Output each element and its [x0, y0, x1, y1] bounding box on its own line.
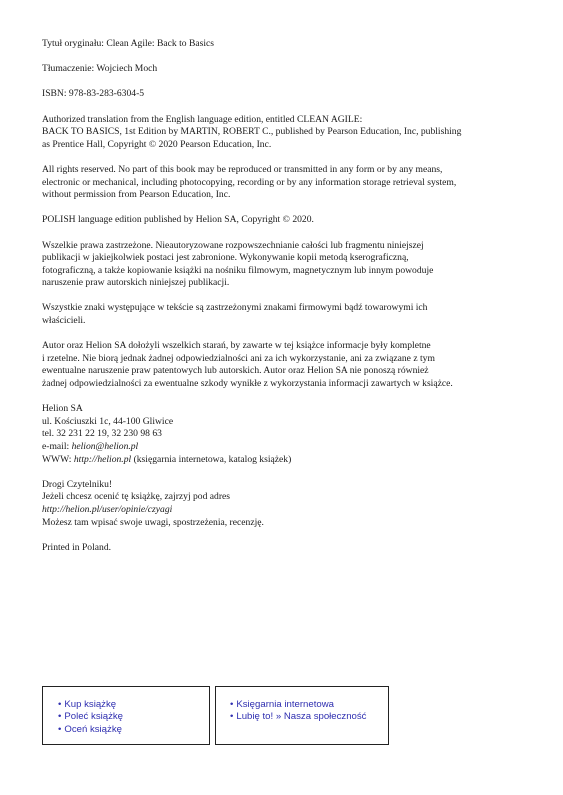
text-line: BACK TO BASICS, 1st Edition by MARTIN, ROBERT C., published by Pearson Education, Inc, publishing [42, 126, 462, 138]
text-line: electronic or mechanical, including photocopying, recording or by any information storage retrieval system, [42, 176, 457, 188]
text-line: Autor oraz Helion SA dołożyli wszelkich starań, by zawarte w tej książce informacje były kompletne [42, 340, 431, 352]
reader-prompt: Jeżeli chcesz ocenić tę książkę, zajrzyj pod adres [42, 491, 231, 503]
publisher-www-line [42, 454, 532, 467]
rate-book-link[interactable]: • Oceń książkę [58, 723, 122, 735]
text-line: ewentualne naruszenie praw patentowych lub autorskich. Autor oraz Helion SA nie ponoszą również [42, 365, 429, 377]
polish-edition-notice: POLISH language edition published by Helion SA, Copyright © 2020. [42, 214, 314, 226]
text-line: i rzetelne. Nie biorą jednak żadnej odpowiedzialności ani za ich wykorzystanie, ani za związane z tym [42, 352, 435, 364]
text-line: właścicieli. [42, 315, 86, 327]
translator: Tłumaczenie: Wojciech Moch [42, 63, 158, 75]
online-bookstore-link[interactable]: • Księgarnia internetowa [230, 699, 334, 710]
reserved-rights-notice [42, 240, 532, 290]
reader-greeting: Drogi Czytelniku! [42, 478, 113, 490]
publisher-contact [42, 403, 532, 466]
community-links-box [215, 686, 389, 745]
purchase-links-box [42, 686, 210, 745]
reader-note-text: Możesz tam wpisać swoje uwagi, spostrzeżenia, recenzję. [42, 516, 264, 528]
email-label: e-mail: [42, 441, 72, 452]
imprint-page [42, 38, 532, 567]
original-title: Tytuł oryginału: Clean Agile: Back to Basics [42, 38, 214, 49]
bullet-icon: • [58, 711, 62, 723]
bullet-icon: • [230, 711, 234, 723]
authorized-translation-notice [42, 114, 532, 152]
trademarks-notice [42, 302, 532, 327]
isbn: ISBN: 978-83-283-6304-5 [42, 88, 145, 100]
bullet-icon: • [230, 699, 234, 710]
publisher-phone: tel. 32 231 22 19, 32 230 98 63 [42, 428, 162, 440]
text-line: naruszenie praw autorskich niniejszej publikacji. [42, 277, 230, 289]
text-line: publikacji w jakiejkolwiek postaci jest zabronione. Wykonywanie kopii metodą kserograficzną, [42, 252, 409, 264]
reader-note [42, 479, 532, 529]
text-line: All rights reserved. No part of this book may be reproduced or transmitted in any form or by any means, [42, 163, 443, 175]
publisher-address: ul. Kościuszki 1c, 44-100 Gliwice [42, 415, 174, 427]
disclaimer-notice [42, 340, 532, 390]
text-line: without permission from Pearson Education, Inc. [42, 189, 231, 201]
publisher-email-line [42, 441, 532, 454]
text-line: Authorized translation from the English language edition, entitled CLEAN AGILE: [42, 113, 363, 125]
community-link[interactable]: • Lubię to! » Nasza społeczność [230, 711, 367, 723]
opinion-url: http://helion.pl/user/opinie/czyagi [42, 503, 173, 515]
text-line: as Prentice Hall, Copyright © 2020 Pearson Education, Inc. [42, 138, 272, 150]
buy-book-link[interactable]: • Kup książkę [58, 699, 117, 710]
text-line: Wszelkie prawa zastrzeżone. Nieautoryzowane rozpowszechnianie całości lub fragmentu niniejszej [42, 239, 424, 251]
email-address: helion@helion.pl [71, 441, 139, 452]
link-boxes [42, 686, 389, 745]
printed-in: Printed in Poland. [42, 541, 112, 553]
text-line: fotograficzną, a także kopiowanie książki na nośniku filmowym, magnetycznym lub innym powoduje [42, 264, 434, 276]
www-address: http://helion.pl [73, 453, 132, 465]
www-note: (księgarnia internetowa, katalog książek) [131, 453, 292, 465]
bullet-icon: • [58, 699, 62, 710]
text-line: żadnej odpowiedzialności za ewentualne szkody wynikłe z wykorzystania informacji zawartych w książce. [42, 378, 453, 390]
rights-notice [42, 164, 532, 202]
recommend-book-link[interactable]: • Poleć książkę [58, 711, 124, 723]
publisher-name: Helion SA [42, 403, 83, 415]
www-label: WWW: [42, 453, 74, 465]
text-line: Wszystkie znaki występujące w tekście są zastrzeżonymi znakami firmowymi bądź towarowymi ich [42, 302, 428, 314]
bullet-icon: • [58, 723, 62, 735]
